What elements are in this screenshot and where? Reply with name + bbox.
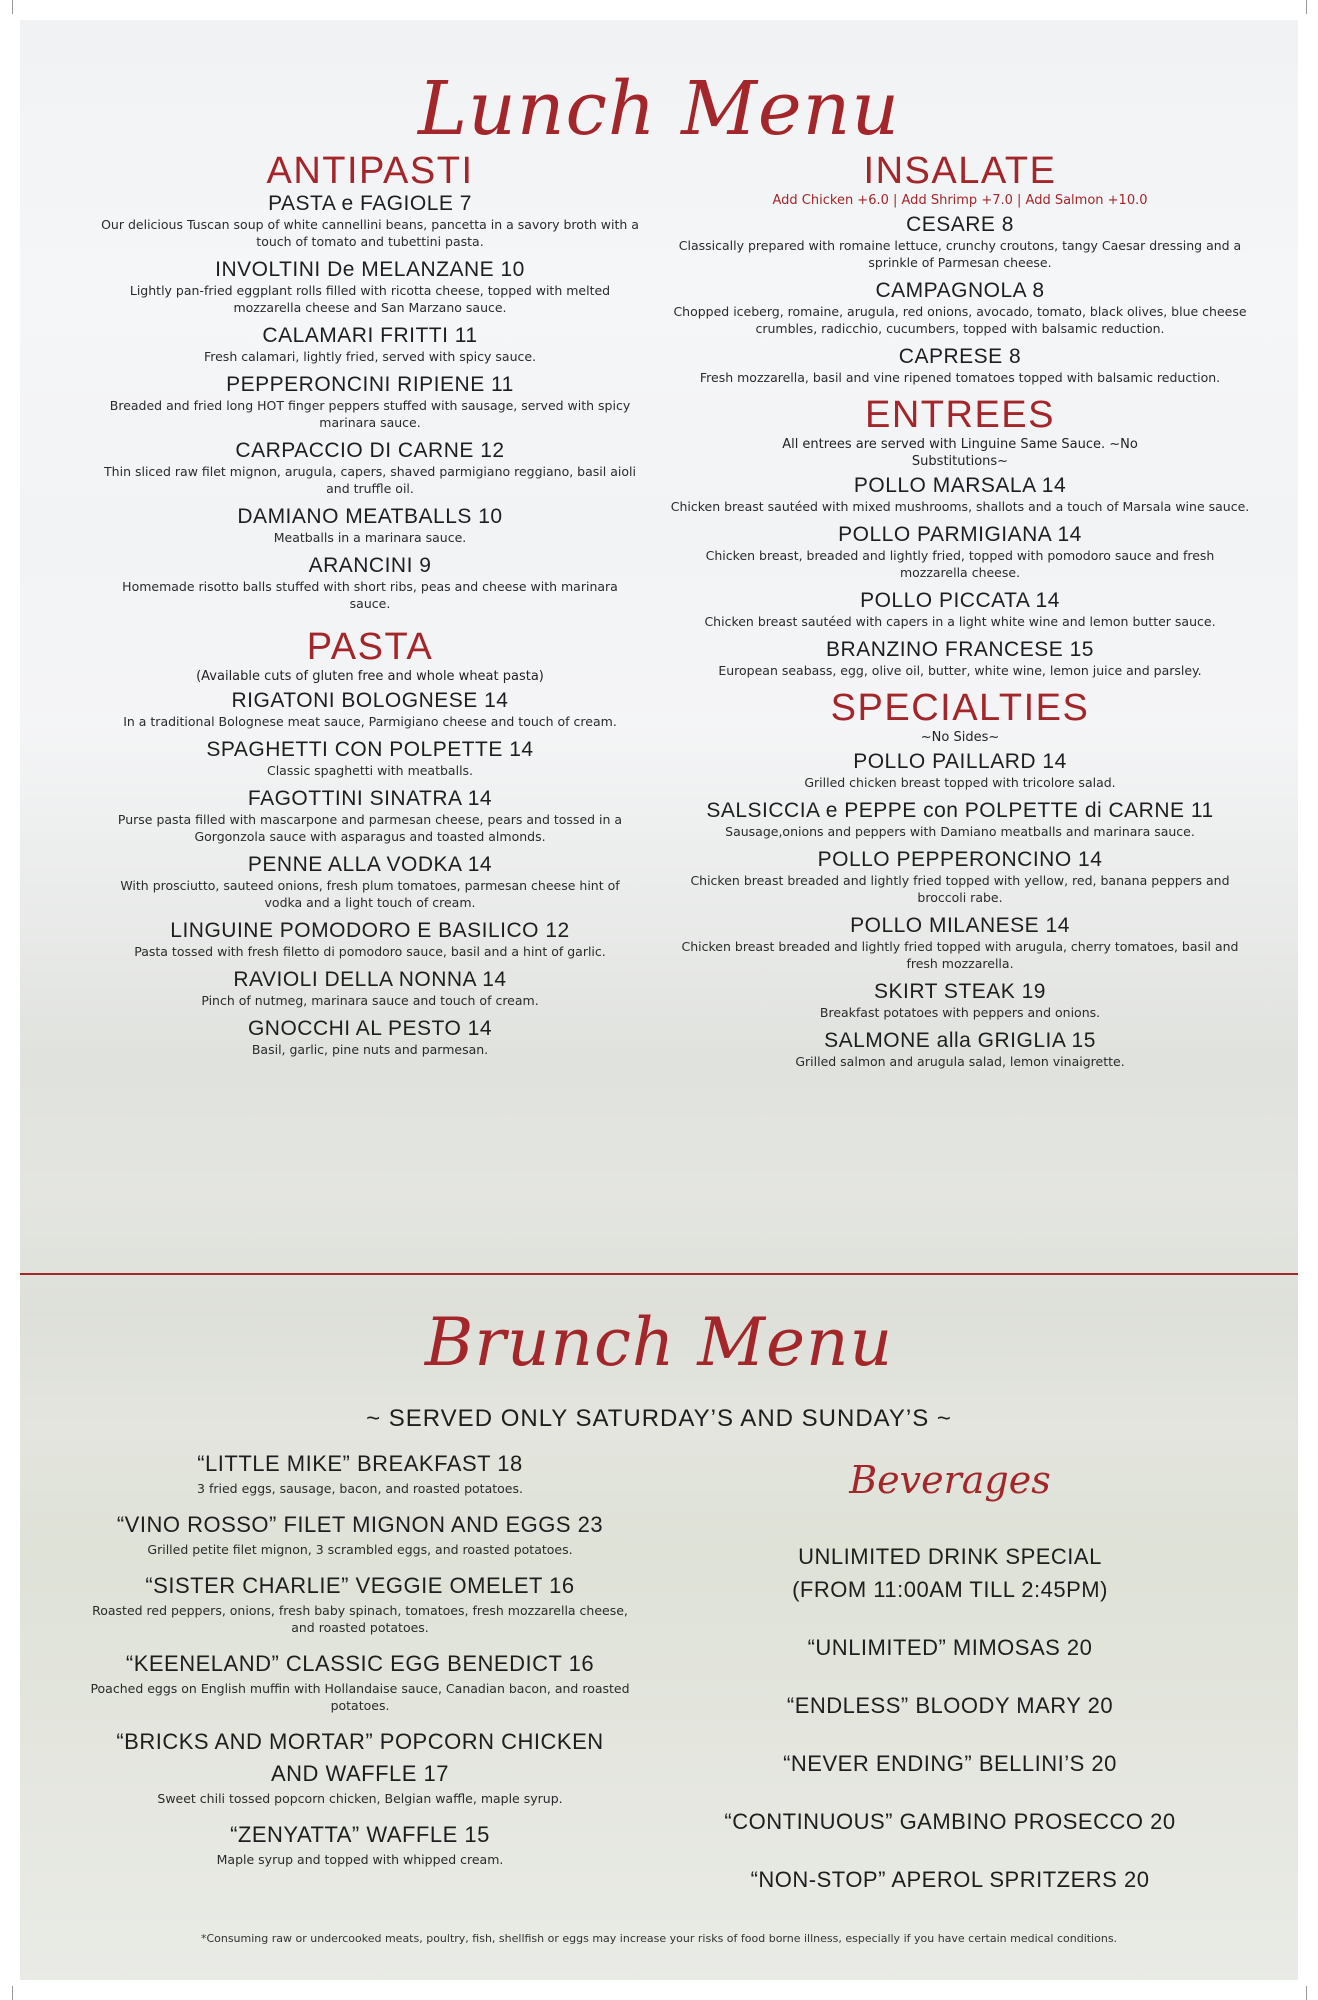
served-note: ~ SERVED ONLY SATURDAY’S AND SUNDAY’S ~	[366, 1405, 952, 1432]
menu-item	[100, 324, 640, 365]
menu-item-name: “LITTLE MIKE” BREAKFAST 18	[197, 1451, 523, 1476]
beverage-item: “NON-STOP” APEROL SPRITZERS 20	[750, 1867, 1150, 1892]
menu-item	[100, 258, 640, 316]
menu-item	[100, 853, 640, 911]
menu-item	[100, 439, 640, 497]
beverage-item: UNLIMITED DRINK SPECIAL (FROM 11:00AM TILL 2:45PM)	[792, 1544, 1108, 1602]
menu-item-description: Roasted red peppers, onions, fresh baby spinach, tomatoes, fresh mozzarella cheese, and roasted potatoes.	[92, 1603, 628, 1635]
specialties-list	[670, 750, 1250, 1070]
menu-item	[100, 1017, 640, 1058]
menu-item-description: Poached eggs on English muffin with Hollandaise sauce, Canadian bacon, and roasted potatoes.	[90, 1681, 630, 1713]
menu-item-description: Classically prepared with romaine lettuce, crunchy croutons, tangy Caesar dressing and a sprinkle of Parmesan cheese.	[678, 238, 1242, 270]
menu-item	[100, 689, 640, 730]
beverages-list	[680, 1540, 1220, 1896]
menu-item-description: Homemade risotto balls stuffed with short ribs, peas and cheese with marinara sauce.	[122, 579, 618, 611]
menu-item	[670, 848, 1250, 906]
menu-item	[670, 1029, 1250, 1070]
menu-item	[90, 1448, 630, 1497]
antipasti-heading: ANTIPASTI	[266, 150, 474, 192]
menu-item-name: POLLO PICCATA 14	[860, 589, 1060, 612]
lunch-menu-title: Lunch Menu	[418, 66, 900, 152]
menu-item	[100, 919, 640, 960]
menu-item-name: POLLO MARSALA 14	[853, 474, 1067, 497]
menu-item-description: With prosciutto, sauteed onions, fresh plum tomatoes, parmesan cheese hint of vodka and a light touch of cream.	[120, 878, 620, 910]
menu-item-description: Pinch of nutmeg, marinara sauce and touch of cream.	[201, 993, 539, 1008]
menu-item-name: PENNE ALLA VODKA 14	[247, 853, 493, 876]
menu-item	[100, 787, 640, 845]
menu-item	[100, 373, 640, 431]
beverages-heading: Beverages	[849, 1458, 1051, 1502]
entrees-note: All entrees are served with Linguine Same Sauce. ~No Substitutions~	[782, 437, 1138, 469]
beverage-item: “UNLIMITED” MIMOSAS 20	[807, 1635, 1093, 1660]
menu-item-name: LINGUINE POMODORO E BASILICO 12	[170, 919, 570, 942]
menu-item-description: Sausage,onions and peppers with Damiano meatballs and marinara sauce.	[725, 824, 1195, 839]
menu-item-description: Maple syrup and topped with whipped cream.	[216, 1852, 504, 1867]
menu-item-description: Chopped iceberg, romaine, arugula, red onions, avocado, tomato, black olives, blue cheese crumbles, radicchio, cucumbers, topped with balsamic reduction.	[673, 304, 1247, 336]
menu-item-name: “VINO ROSSO” FILET MIGNON AND EGGS 23	[116, 1512, 604, 1537]
menu-item-name: POLLO PEPPERONCINO 14	[817, 848, 1103, 871]
menu-item-name: BRANZINO FRANCESE 15	[826, 638, 1094, 661]
menu-item-description: Fresh mozzarella, basil and vine ripened tomatoes topped with balsamic reduction.	[699, 370, 1221, 385]
entrees-heading: ENTREES	[865, 394, 1055, 436]
menu-item-description: Chicken breast sautéed with mixed mushrooms, shallots and a touch of Marsala wine sauce.	[670, 499, 1250, 514]
beverage-item: “ENDLESS” BLOODY MARY 20	[786, 1693, 1114, 1718]
menu-item	[100, 554, 640, 612]
insalate-note: Add Chicken +6.0 | Add Shrimp +7.0 | Add Salmon +10.0	[772, 193, 1148, 208]
beverage-item: “NEVER ENDING” BELLINI’S 20	[783, 1751, 1117, 1776]
menu-item	[670, 279, 1250, 337]
specialties-note: ~No Sides~	[920, 730, 1000, 745]
pasta-list	[100, 689, 640, 1058]
menu-item-name: SPAGHETTI CON POLPETTE 14	[206, 738, 534, 761]
menu-item-name: “BRICKS AND MORTAR” POPCORN CHICKEN AND WAFFLE 17	[116, 1729, 604, 1786]
menu-item	[670, 213, 1250, 271]
menu-item-description: Breaded and fried long HOT finger peppers stuffed with sausage, served with spicy marinara sauce.	[109, 398, 631, 430]
insalate-list	[670, 213, 1250, 386]
menu-item	[670, 914, 1250, 972]
menu-item-name: ARANCINI 9	[308, 554, 432, 577]
menu-item-name: CAMPAGNOLA 8	[875, 279, 1045, 302]
menu-item-name: PEPPERONCINI RIPIENE 11	[226, 373, 514, 396]
menu-item-description: Classic spaghetti with meatballs.	[266, 763, 474, 778]
menu-item-name: CARPACCIO DI CARNE 12	[235, 439, 505, 462]
brunch-column	[90, 1448, 630, 1880]
menu-item-description: Chicken breast breaded and lightly fried topped with arugula, cherry tomatoes, basil and fresh mozzarella.	[681, 939, 1239, 971]
menu-item-name: “SISTER CHARLIE” VEGGIE OMELET 16	[145, 1573, 575, 1598]
menu-item-description: European seabass, egg, olive oil, butter, white wine, lemon juice and parsley.	[718, 663, 1202, 678]
menu-item-description: Lightly pan-fried eggplant rolls filled with ricotta cheese, topped with melted mozzarella cheese and San Marzano sauce.	[129, 283, 611, 315]
brunch-menu-title: Brunch Menu	[424, 1304, 894, 1381]
menu-item-description: Pasta tossed with fresh filetto di pomodoro sauce, basil and a hint of garlic.	[134, 944, 606, 959]
menu-item-description: Meatballs in a marinara sauce.	[273, 530, 467, 545]
menu-item-description: Chicken breast, breaded and lightly fried, topped with pomodoro sauce and fresh mozzarella cheese.	[705, 548, 1215, 580]
menu-item-name: DAMIANO MEATBALLS 10	[237, 505, 503, 528]
antipasti-list	[100, 192, 640, 612]
crop-mark	[1306, 1986, 1307, 2000]
menu-item	[100, 968, 640, 1009]
brunch-list	[90, 1448, 630, 1868]
menu-item-name: GNOCCHI AL PESTO 14	[247, 1017, 493, 1040]
menu-page	[20, 20, 1298, 1980]
beverages-column	[680, 1458, 1220, 1921]
menu-item	[670, 345, 1250, 386]
menu-item-name: RIGATONI BOLOGNESE 14	[231, 689, 509, 712]
menu-item	[90, 1648, 630, 1714]
beverage-item: “CONTINUOUS” GAMBINO PROSECCO 20	[724, 1809, 1176, 1834]
menu-content	[20, 20, 1298, 1980]
crop-mark	[12, 1986, 13, 2000]
menu-item-description: Chicken breast sautéed with capers in a light white wine and lemon butter sauce.	[704, 614, 1216, 629]
menu-item	[670, 980, 1250, 1021]
menu-item	[90, 1570, 630, 1636]
insalate-heading: INSALATE	[863, 150, 1057, 192]
menu-item-name: POLLO MILANESE 14	[850, 914, 1070, 937]
menu-item-name: CAPRESE 8	[898, 345, 1022, 368]
menu-item-description: Sweet chili tossed popcorn chicken, Belgian waffle, maple syrup.	[157, 1791, 563, 1806]
menu-item-description: Grilled petite filet mignon, 3 scrambled eggs, and roasted potatoes.	[147, 1542, 573, 1557]
entrees-list	[670, 474, 1250, 679]
crop-mark	[12, 0, 13, 14]
menu-item-description: Chicken breast breaded and lightly fried topped with yellow, red, banana peppers and broccoli rabe.	[690, 873, 1230, 905]
menu-item	[90, 1726, 630, 1807]
menu-item-description: Purse pasta filled with mascarpone and parmesan cheese, pears and tossed in a Gorgonzola sauce with asparagus and toasted almonds.	[117, 812, 623, 844]
menu-item-name: CALAMARI FRITTI 11	[262, 324, 478, 347]
menu-item-name: SKIRT STEAK 19	[874, 980, 1046, 1003]
menu-item-name: CESARE 8	[906, 213, 1014, 236]
menu-item	[670, 474, 1250, 515]
menu-item	[100, 505, 640, 546]
crop-mark	[1306, 0, 1307, 14]
menu-item	[670, 523, 1250, 581]
menu-item-name: RAVIOLI DELLA NONNA 14	[233, 968, 507, 991]
menu-item-name: SALMONE alla GRIGLIA 15	[824, 1029, 1096, 1052]
lunch-right-column	[670, 150, 1250, 1078]
menu-item-description: Fresh calamari, lightly fried, served with spicy sauce.	[203, 349, 537, 364]
pasta-note: (Available cuts of gluten free and whole wheat pasta)	[196, 669, 544, 684]
menu-item	[100, 192, 640, 250]
menu-item-description: Thin sliced raw filet mignon, arugula, capers, shaved parmigiano reggiano, basil aioli and truffle oil.	[104, 464, 636, 496]
menu-item-name: “KEENELAND” CLASSIC EGG BENEDICT 16	[125, 1651, 595, 1676]
menu-item	[670, 638, 1250, 679]
menu-item	[670, 589, 1250, 630]
menu-item-description: Grilled salmon and arugula salad, lemon vinaigrette.	[795, 1054, 1125, 1069]
menu-item	[90, 1509, 630, 1558]
menu-item-name: POLLO PAILLARD 14	[853, 750, 1067, 773]
pasta-heading: PASTA	[306, 626, 434, 668]
specialties-heading: SPECIALTIES	[830, 687, 1090, 729]
menu-item	[670, 750, 1250, 791]
food-safety-disclaimer: *Consuming raw or undercooked meats, poultry, fish, shellfish or eggs may increase your risks of food borne illness, especially if you have certain medical conditions.	[200, 1932, 1118, 1945]
section-divider	[20, 1273, 1298, 1275]
menu-item-description: Breakfast potatoes with peppers and onions.	[819, 1005, 1101, 1020]
menu-item-description: 3 fried eggs, sausage, bacon, and roasted potatoes.	[197, 1481, 523, 1496]
menu-item-description: In a traditional Bolognese meat sauce, Parmigiano cheese and touch of cream.	[123, 714, 617, 729]
menu-item-description: Grilled chicken breast topped with tricolore salad.	[804, 775, 1116, 790]
menu-item	[90, 1819, 630, 1868]
menu-item-description: Our delicious Tuscan soup of white cannellini beans, pancetta in a savory broth with a touch of tomato and tubettini pasta.	[101, 217, 639, 249]
menu-item-name: FAGOTTINI SINATRA 14	[247, 787, 493, 810]
lunch-left-column	[100, 150, 640, 1066]
menu-item-name: POLLO PARMIGIANA 14	[838, 523, 1082, 546]
menu-item-name: “ZENYATTA” WAFFLE 15	[230, 1822, 490, 1847]
menu-item	[670, 799, 1250, 840]
menu-item-name: INVOLTINI De MELANZANE 10	[215, 258, 525, 281]
menu-item	[100, 738, 640, 779]
menu-item-description: Basil, garlic, pine nuts and parmesan.	[251, 1042, 489, 1057]
menu-item-name: SALSICCIA e PEPPE con POLPETTE di CARNE 11	[706, 799, 1214, 822]
menu-item-name: PASTA e FAGIOLE 7	[268, 192, 472, 215]
